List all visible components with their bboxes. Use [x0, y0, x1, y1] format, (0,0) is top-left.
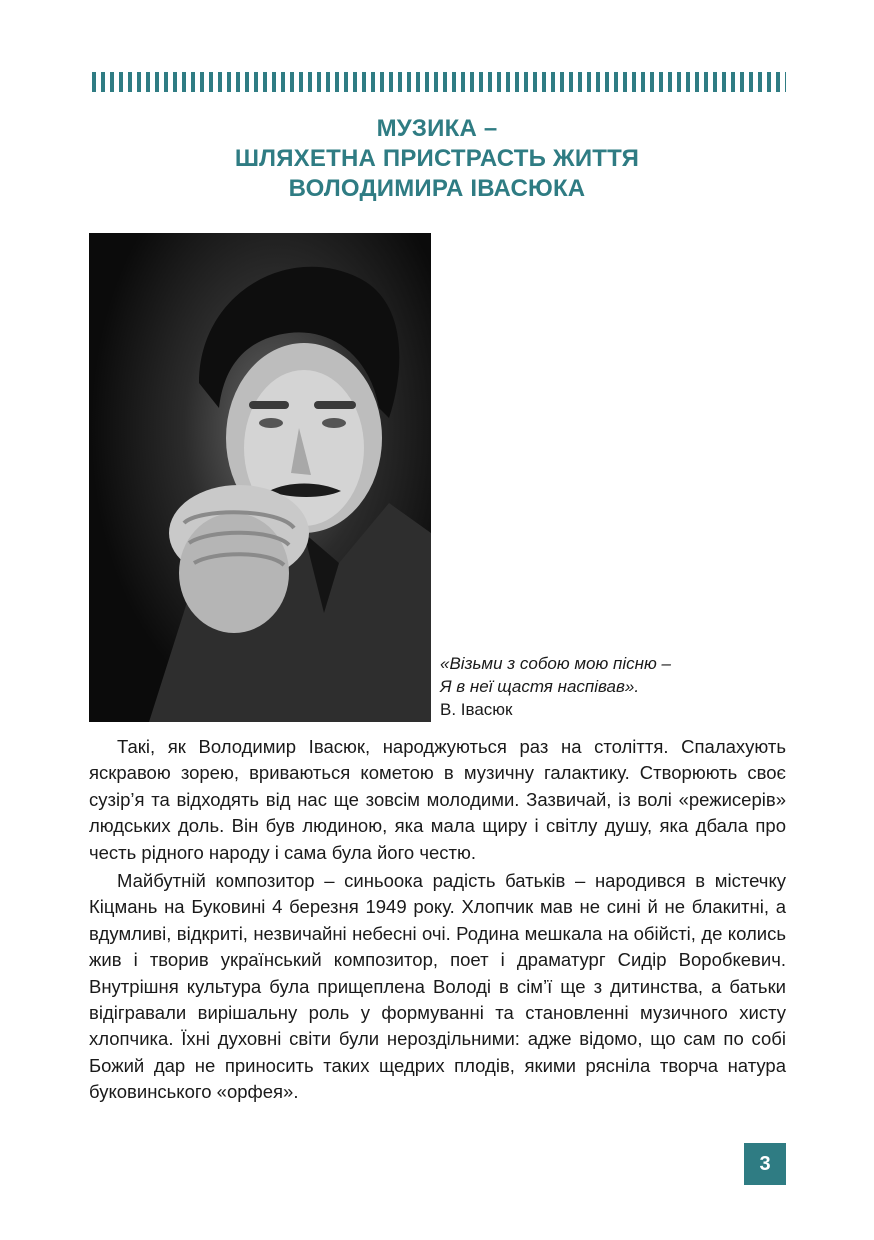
epigraph — [440, 652, 800, 721]
paragraph-1: Такі, як Володимир Івасюк, народжуються раз на століття. Спалахують яскравою зорею, вриваються кометою в музичну галактику. Створюють своє сузір’я та відходять від нас ще зовсім молодими. Зазвичай, із волі «режисерів» людських доль. Він був людиною, яка мала щиру і світлу душу, яка дбала про честь рідного народу і сама була його честю. — [89, 736, 786, 863]
decorative-stripe-bar — [92, 72, 786, 92]
epigraph-line-2: Я в неї щастя наспівав». — [440, 677, 640, 696]
portrait-photo — [89, 233, 431, 722]
epigraph-author: В. Івасюк — [440, 700, 513, 719]
epigraph-line-1: «Візьми з собою мою пісню – — [440, 654, 671, 673]
article-body — [89, 734, 786, 1108]
page-title — [0, 114, 874, 204]
page-number-badge: 3 — [744, 1143, 786, 1185]
title-line-1: МУЗИКА – — [376, 115, 498, 142]
portrait-illustration — [89, 233, 431, 722]
title-line-2: ШЛЯХЕТНА ПРИСТРАСТЬ ЖИТТЯ — [234, 145, 640, 172]
paragraph-2: Майбутній композитор – синьоока радість батьків – народився в містечку Кіцмань на Буковині 4 березня 1949 року. Хлопчик мав не сині й не блакитні, а вдумливі, відкриті, незвичайні небесні очі. Родина мешкала на обійсті, де колись жив і творив український композитор, поет і драматург Сидір Воробкевич. Внутрішня культура була прищеплена Володі в сім’ї ще з дитинства, а батьки відігравали вирішальну роль у формуванні та становленні музичного хисту хлопчика. Їхні духовні світи були нероздільними: адже відомо, що сам по собі Божий дар не приносить таких щедрих плодів, якими рясніла творча натура буковинського «орфея». — [89, 870, 786, 1103]
title-line-3: ВОЛОДИМИРА ІВАСЮКА — [288, 175, 586, 202]
